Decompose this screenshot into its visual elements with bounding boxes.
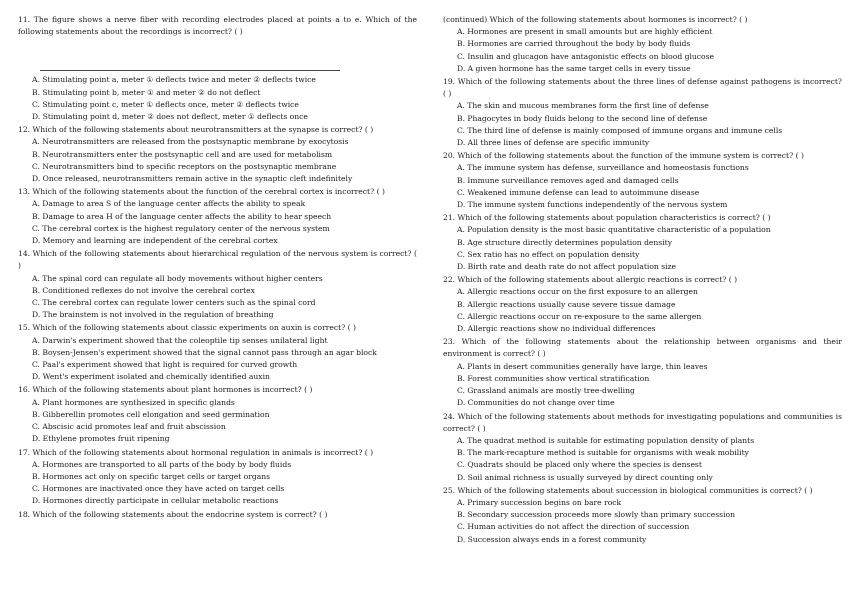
answer-option: D. All three lines of defense are specific immunity bbox=[457, 138, 650, 148]
answer-option: D. Birth rate and death rate do not affect population size bbox=[457, 262, 677, 272]
answer-option: B. Age structure directly determines population density bbox=[457, 237, 672, 247]
answer-option: A. The quadrat method is suitable for estimating population density of plants bbox=[457, 435, 755, 445]
question-block bbox=[443, 274, 842, 335]
answer-option: A. The spinal cord can regulate all body movements without higher centers bbox=[32, 273, 323, 283]
answer-option: B. Hormones act only on specific target cells or target organs bbox=[32, 471, 271, 481]
answer-option: A. Plant hormones are synthesized in specific glands bbox=[32, 397, 235, 407]
answer-option: C. Stimulating point c, meter ① deflects once, meter ② deflects twice bbox=[32, 99, 299, 109]
answer-option: C. Human activities do not affect the direction of succession bbox=[457, 522, 690, 532]
answer-option: C. The cerebral cortex can regulate lower centers such as the spinal cord bbox=[32, 298, 316, 308]
answer-option: C. Sex ratio has no effect on population density bbox=[457, 249, 640, 259]
answer-option: C. Hormones are inactivated once they have acted on target cells bbox=[32, 484, 285, 494]
answer-option: D. Succession always ends in a forest community bbox=[457, 534, 647, 544]
question-stem: 25. Which of the following statements about succession in biological communities is correct? ( ) bbox=[443, 485, 813, 495]
question-stem: 14. Which of the following statements about hierarchical regulation of the nervous system is correct? ( ) bbox=[18, 249, 417, 271]
answer-option: A. Primary succession begins on bare rock bbox=[457, 497, 622, 507]
answer-option: C. Weakened immune defense can lead to autoimmune disease bbox=[457, 187, 700, 197]
question-stem: (continued) Which of the following statements about hormones is incorrect? ( ) bbox=[443, 15, 748, 24]
answer-option: B. Hormones are carried throughout the body by body fluids bbox=[457, 39, 691, 49]
question-block bbox=[443, 411, 842, 484]
answer-option: A. Damage to area S of the language center affects the ability to speak bbox=[32, 199, 306, 209]
question-stem: 18. Which of the following statements about the endocrine system is correct? ( ) bbox=[18, 509, 328, 519]
question-block bbox=[443, 14, 842, 75]
answer-option: D. A given hormone has the same target cells in every tissue bbox=[457, 63, 691, 73]
question-block bbox=[443, 212, 842, 273]
answer-option: C. Insulin and glucagon have antagonistic effects on blood glucose bbox=[457, 51, 714, 61]
question-stem: 13. Which of the following statements about the function of the cerebral cortex is incorrect? ( ) bbox=[18, 187, 385, 197]
answer-option: B. Damage to area H of the language center affects the ability to hear speech bbox=[32, 211, 332, 221]
answer-option: B. Allergic reactions usually cause severe tissue damage bbox=[457, 299, 676, 309]
answer-option: B. The mark-recapture method is suitable for organisms with weak mobility bbox=[457, 448, 749, 458]
question-stem: 11. The figure shows a nerve fiber with recording electrodes placed at points a to e. Which of the following statements about the recordings is incorrect? ( ) bbox=[18, 15, 417, 37]
answer-option: D. Soil animal richness is usually surveyed by direct counting only bbox=[457, 472, 713, 482]
question-block bbox=[443, 485, 842, 546]
question-block bbox=[443, 150, 842, 211]
answer-option: B. Secondary succession proceeds more slowly than primary succession bbox=[457, 510, 735, 520]
answer-option: D. Hormones directly participate in cellular metabolic reactions bbox=[32, 496, 279, 506]
answer-option: C. Quadrats should be placed only where the species is densest bbox=[457, 460, 702, 470]
answer-option: A. Hormones are transported to all parts of the body by body fluids bbox=[32, 459, 292, 469]
answer-option: C. Paal's experiment showed that light is required for curved growth bbox=[32, 360, 298, 370]
answer-option: D. Communities do not change over time bbox=[457, 398, 615, 408]
answer-option: D. Memory and learning are independent of the cerebral cortex bbox=[32, 236, 278, 246]
question-stem: 20. Which of the following statements about the function of the immune system is correct? ( ) bbox=[443, 151, 804, 161]
question-stem: 17. Which of the following statements about hormonal regulation in animals is incorrect? ( ) bbox=[18, 447, 374, 457]
answer-option: D. Stimulating point d, meter ② does not deflect, meter ① deflects once bbox=[32, 112, 308, 122]
answer-option: C. The cerebral cortex is the highest regulatory center of the nervous system bbox=[32, 223, 330, 233]
answer-option: D. The brainstem is not involved in the regulation of breathing bbox=[32, 310, 274, 320]
answer-option: D. Went's experiment isolated and chemically identified auxin bbox=[32, 372, 270, 382]
left-column bbox=[18, 14, 417, 598]
answer-option: C. Grassland animals are mostly tree-dwelling bbox=[457, 386, 635, 396]
question-block bbox=[18, 186, 417, 247]
answer-option: B. Boysen-Jensen's experiment showed that the signal cannot pass through an agar block bbox=[32, 347, 377, 357]
question-block bbox=[443, 76, 842, 149]
answer-option: C. The third line of defense is mainly composed of immune organs and immune cells bbox=[457, 125, 783, 135]
answer-option: A. Plants in desert communities generally have large, thin leaves bbox=[457, 361, 708, 371]
question-stem: 22. Which of the following statements about allergic reactions is correct? ( ) bbox=[443, 275, 738, 285]
question-stem: 15. Which of the following statements about classic experiments on auxin is correct? ( ) bbox=[18, 323, 357, 333]
answer-option: B. Neurotransmitters enter the postsynaptic cell and are used for metabolism bbox=[32, 149, 333, 159]
answer-option: D. Once released, neurotransmitters remain active in the synaptic cleft indefinitely bbox=[32, 174, 353, 184]
answer-option: B. Conditioned reflexes do not involve the cerebral cortex bbox=[32, 285, 255, 295]
answer-option: A. The skin and mucous membranes form the first line of defense bbox=[457, 101, 709, 111]
question-figure bbox=[40, 40, 340, 71]
answer-option: A. Population density is the most basic quantitative characteristic of a population bbox=[457, 225, 771, 235]
question-stem: 19. Which of the following statements about the three lines of defense against pathogens is incorrect? ( ) bbox=[443, 77, 842, 99]
question-stem: 16. Which of the following statements about plant hormones is incorrect? ( ) bbox=[18, 385, 313, 395]
answer-option: C. Allergic reactions occur on re-exposure to the same allergen bbox=[457, 311, 702, 321]
question-block bbox=[18, 447, 417, 508]
question-stem: 21. Which of the following statements about population characteristics is correct? ( ) bbox=[443, 213, 771, 223]
answer-option: A. The immune system has defense, surveillance and homeostasis functions bbox=[457, 163, 749, 173]
answer-option: C. Abscisic acid promotes leaf and fruit abscission bbox=[32, 422, 226, 432]
answer-option: D. Allergic reactions show no individual differences bbox=[457, 324, 656, 334]
answer-option: B. Phagocytes in body fluids belong to the second line of defense bbox=[457, 113, 708, 123]
question-block bbox=[18, 124, 417, 185]
answer-option: B. Forest communities show vertical stratification bbox=[457, 373, 650, 383]
question-block bbox=[18, 509, 417, 521]
answer-option: B. Immune surveillance removes aged and damaged cells bbox=[457, 175, 679, 185]
answer-option: A. Allergic reactions occur on the first exposure to an allergen bbox=[457, 287, 698, 297]
answer-option: B. Gibberellin promotes cell elongation and seed germination bbox=[32, 409, 270, 419]
question-block bbox=[18, 384, 417, 445]
answer-option: A. Neurotransmitters are released from the postsynaptic membrane by exocytosis bbox=[32, 137, 349, 147]
question-block bbox=[18, 248, 417, 321]
answer-option: D. Ethylene promotes fruit ripening bbox=[32, 434, 170, 444]
answer-option: A. Stimulating point a, meter ① deflects twice and meter ② deflects twice bbox=[32, 75, 316, 85]
answer-option: B. Stimulating point b, meter ① and meter ② do not deflect bbox=[32, 87, 261, 97]
answer-option: C. Neurotransmitters bind to specific receptors on the postsynaptic membrane bbox=[32, 161, 337, 171]
question-block bbox=[443, 336, 842, 409]
question-block bbox=[18, 14, 417, 123]
answer-option: D. The immune system functions independently of the nervous system bbox=[457, 200, 728, 210]
answer-option: A. Hormones are present in small amounts but are highly efficient bbox=[457, 27, 713, 37]
question-stem: 23. Which of the following statements about the relationship between organisms and their environment is correct? ( ) bbox=[443, 337, 842, 359]
question-stem: 24. Which of the following statements about methods for investigating populations and communities is correct? ( ) bbox=[443, 411, 842, 433]
question-stem: 12. Which of the following statements about neurotransmitters at the synapse is correct? ( ) bbox=[18, 125, 374, 135]
question-block bbox=[18, 322, 417, 383]
answer-option: A. Darwin's experiment showed that the coleoptile tip senses unilateral light bbox=[32, 335, 328, 345]
right-column bbox=[443, 14, 842, 598]
